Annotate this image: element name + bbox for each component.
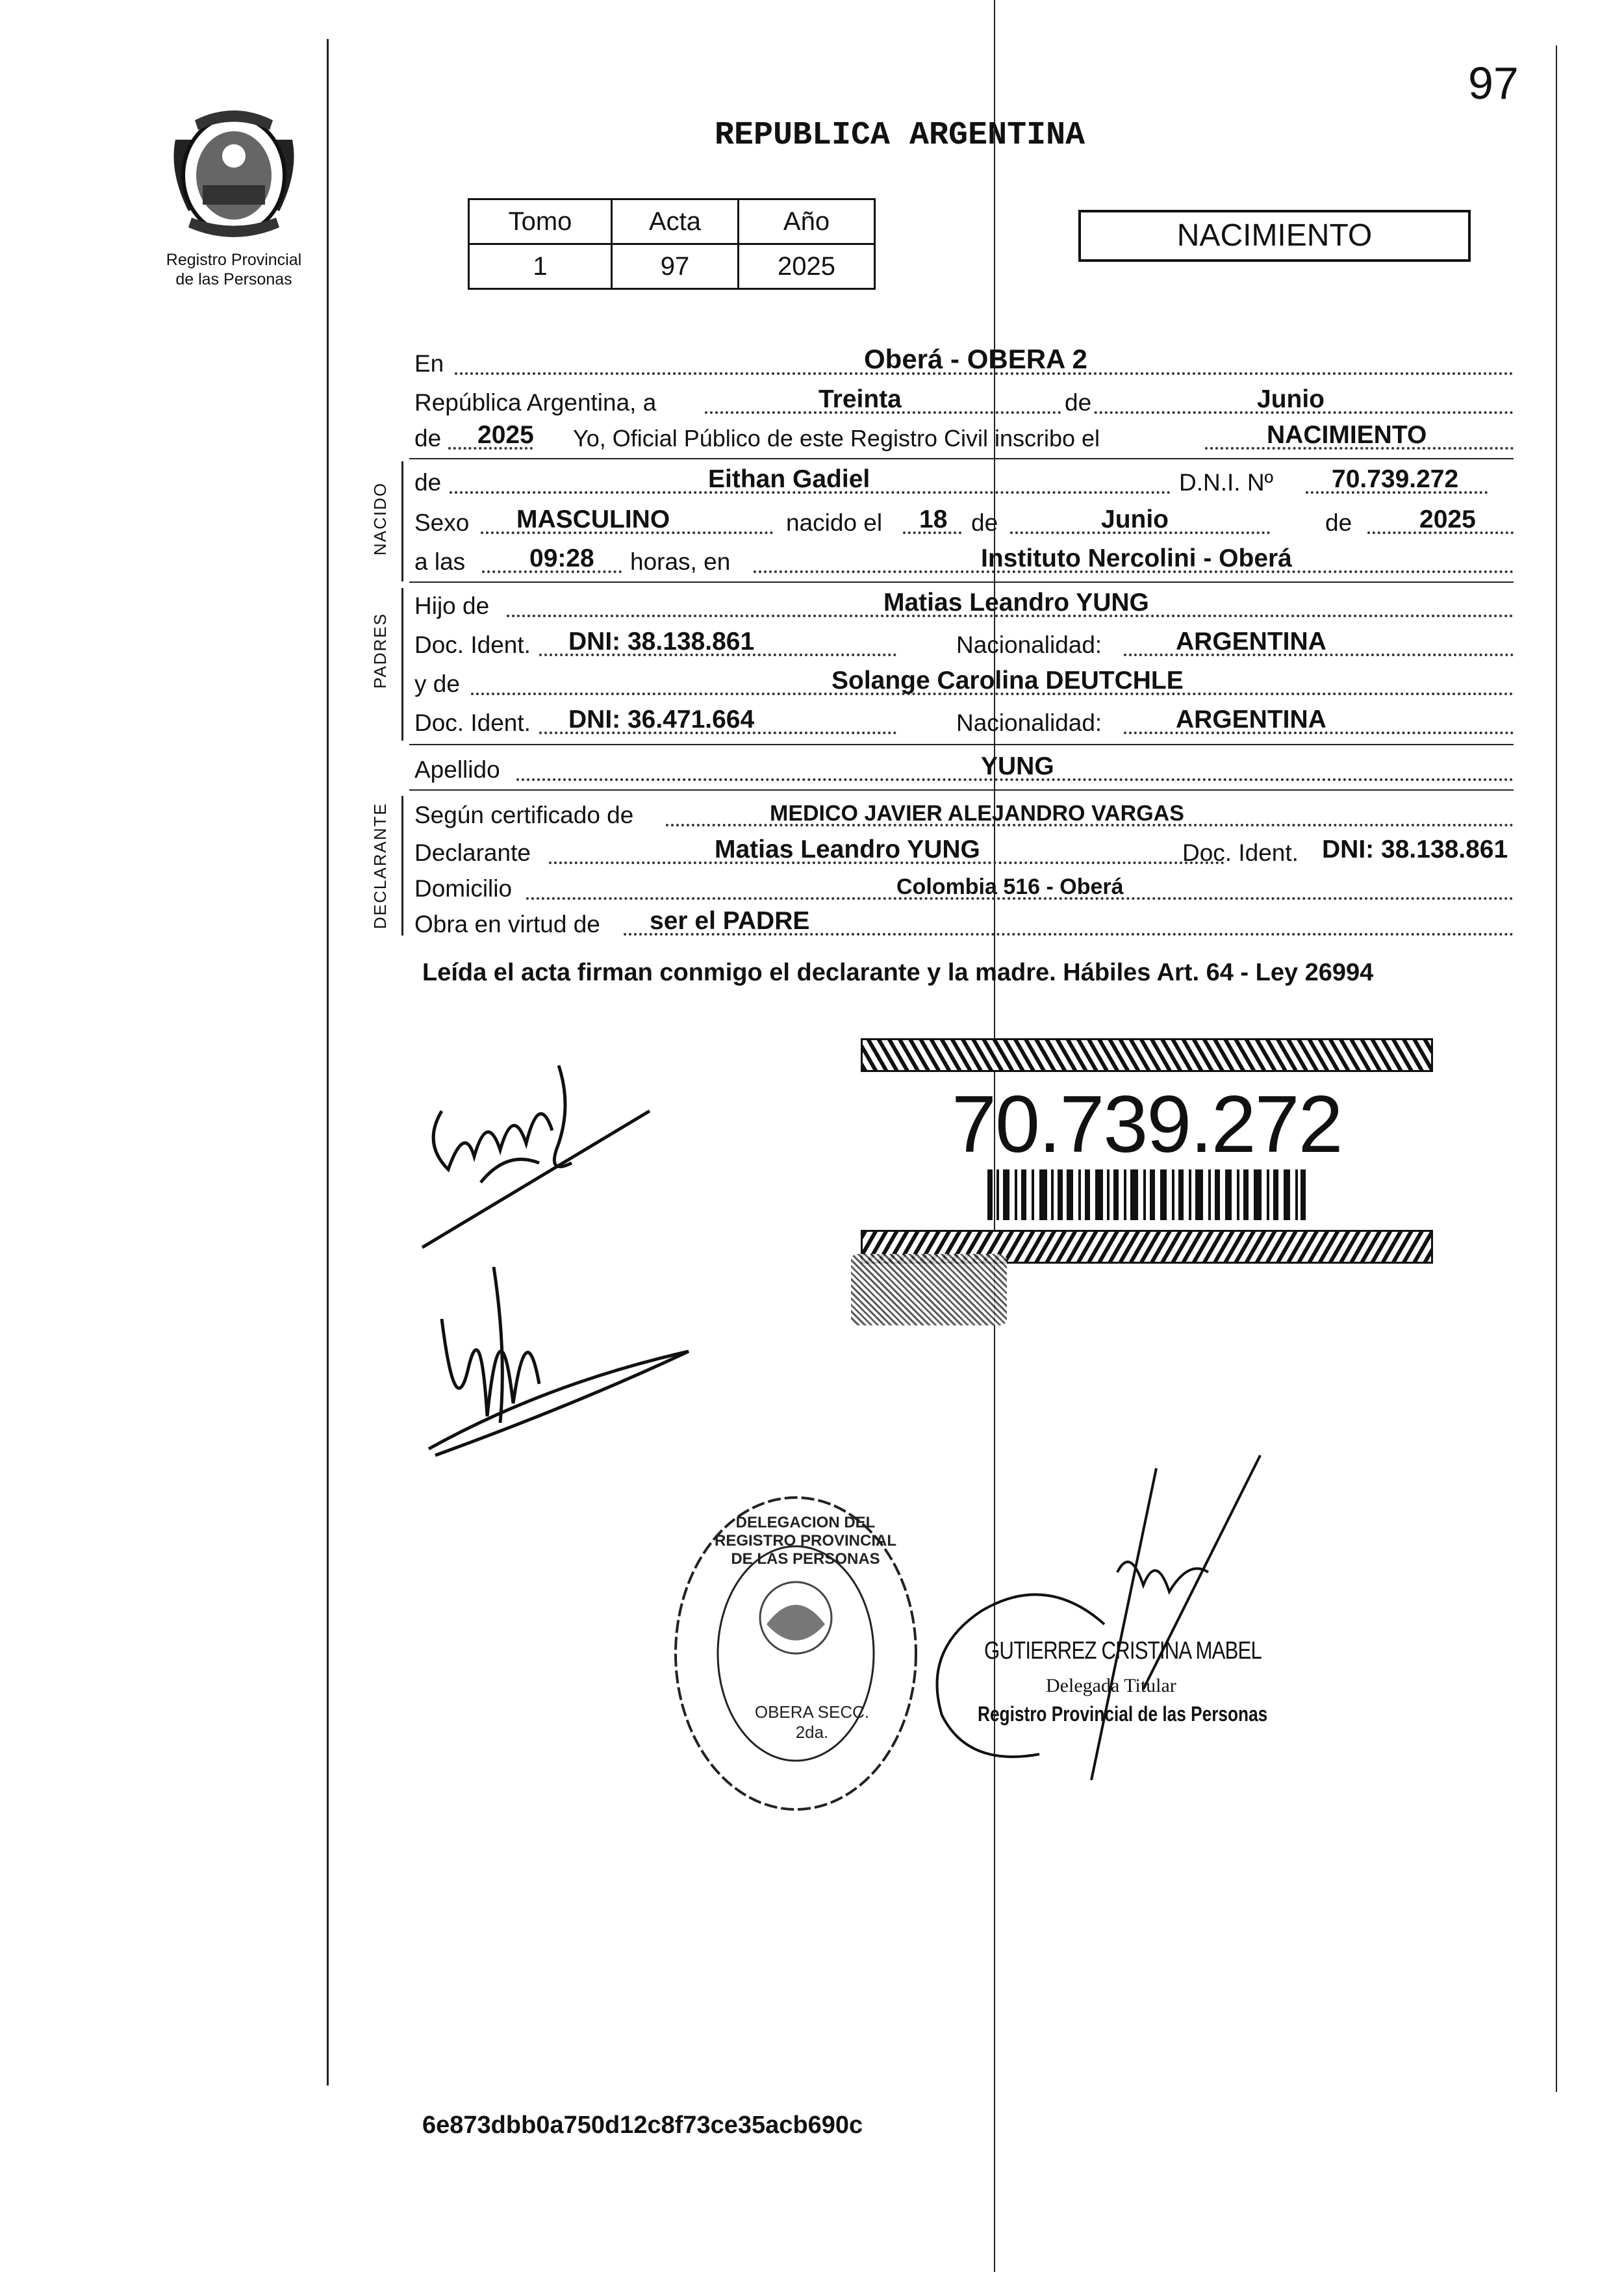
mother-doc: DNI: 36.471.664: [568, 706, 755, 734]
table-value-tomo: 1: [469, 244, 612, 289]
father-nationality: ARGENTINA: [1176, 628, 1326, 656]
row-certificado: [409, 793, 1514, 832]
country-title: REPUBLICA ARGENTINA: [715, 117, 1085, 154]
child-sex: MASCULINO: [516, 505, 670, 533]
intro-place: Oberá - OBERA 2: [864, 344, 1087, 374]
registry-caption-line-1: Registro Provincial: [166, 251, 302, 269]
document-hash: 6e873dbb0a750d12c8f73ce35acb690c: [422, 2112, 863, 2139]
father-doc: DNI: 38.138.861: [568, 628, 755, 656]
row-en: [409, 341, 1514, 380]
row-declarante: [409, 830, 1514, 869]
intro-day-word: Treinta: [818, 385, 902, 413]
padres-bracket: [401, 588, 403, 741]
official-org: Registro Provincial de las Personas: [978, 1702, 1268, 1726]
mother-nat-label: Nacionalidad:: [956, 709, 1102, 736]
y-de-label: y de: [414, 670, 460, 697]
a-las-label: a las: [414, 548, 466, 575]
record-table: [468, 198, 876, 290]
birth-month: Junio: [1101, 505, 1169, 533]
decl-name: Matias Leandro YUNG: [715, 836, 980, 863]
barcode-number: 70.739.272: [952, 1080, 1342, 1169]
intro-act-type: NACIMIENTO: [1267, 421, 1427, 449]
birth-year: 2025: [1419, 505, 1476, 533]
father-nat-label: Nacionalidad:: [956, 632, 1102, 658]
divider-2: [409, 581, 1514, 583]
official-role: Delegada Titular: [1046, 1675, 1176, 1696]
record-type-box: [1078, 210, 1471, 262]
nacido-el-label: nacido el: [786, 509, 883, 536]
row-nacido-nombre: [409, 460, 1514, 499]
divider-4: [409, 789, 1514, 791]
child-dni: 70.739.272: [1332, 465, 1459, 493]
row-nacido-hora: [409, 539, 1514, 578]
republica-label: República Argentina, a: [414, 389, 657, 416]
declarant-signature: [403, 1053, 663, 1264]
birth-place: Instituto Nercolini - Oberá: [981, 544, 1292, 572]
obra-label: Obra en virtud de: [414, 911, 600, 938]
table-header-ano: Año: [739, 199, 875, 244]
horas-label: horas, en: [630, 548, 731, 575]
hijo-label: Hijo de: [414, 593, 490, 619]
cert-label: Según certificado de: [414, 802, 634, 828]
stamp-inner-text: OBERA SECC. 2da.: [754, 1702, 870, 1742]
mother-signature: [416, 1254, 695, 1465]
row-apellido: [409, 747, 1514, 786]
nacido-de-label-2: de: [971, 509, 998, 536]
de-label-2: de: [414, 425, 444, 452]
de-label: de: [1062, 389, 1094, 416]
yo-text: Yo, Oficial Público de este Registro Civil inscribo el: [573, 425, 1100, 452]
row-hijo-de: [409, 583, 1514, 622]
barcode: [987, 1169, 1306, 1223]
closing-text: Leída el acta firman conmigo el declarante y la madre. Hábiles Art. 64 - Ley 26994: [422, 959, 1374, 986]
apellido-label: Apellido: [414, 756, 500, 783]
father-name: Matias Leandro YUNG: [883, 589, 1149, 617]
en-label: En: [414, 350, 444, 377]
province-seal: [162, 101, 305, 244]
obra-value: ser el PADRE: [650, 907, 810, 935]
row-obra: [409, 902, 1514, 941]
padres-section-label: PADRES: [370, 613, 390, 689]
table-header-tomo: Tomo: [469, 199, 612, 244]
security-strip-top: [861, 1038, 1433, 1072]
dom-value: Colombia 516 - Oberá: [896, 874, 1124, 899]
decl-doc: DNI: 38.138.861: [1322, 836, 1508, 863]
table-header-acta: Acta: [612, 199, 739, 244]
mother-name: Solange Carolina DEUTCHLE: [831, 667, 1184, 695]
table-value-ano: 2025: [739, 244, 875, 289]
row-y-de: [409, 661, 1514, 700]
nacido-de-label: de: [414, 469, 442, 496]
child-name: Eithan Gadiel: [708, 465, 870, 493]
sexo-label: Sexo: [414, 509, 470, 536]
mother-nationality: ARGENTINA: [1176, 706, 1326, 734]
registry-caption-line-2: de las Personas: [175, 270, 292, 288]
row-father-doc: [409, 622, 1514, 661]
nacido-de-label-3: de: [1325, 509, 1352, 536]
row-yo: [409, 416, 1514, 455]
row-fecha: [409, 380, 1514, 419]
page-number: 97: [1468, 58, 1519, 108]
declarante-section-label: DECLARANTE: [370, 802, 390, 929]
intro-year: 2025: [477, 421, 534, 449]
stamp-ring-text: DELEGACION DEL REGISTRO PROVINCIAL DE LAS PERSONAS: [714, 1514, 897, 1568]
cert-value: MEDICO JAVIER ALEJANDRO VARGAS: [770, 801, 1184, 826]
registry-caption: [143, 250, 325, 289]
table-value-acta: 97: [612, 244, 739, 289]
declarante-bracket: [401, 796, 403, 936]
divider-3: [409, 744, 1514, 745]
record-type: NACIMIENTO: [1176, 218, 1373, 253]
mother-doc-label: Doc. Ident.: [414, 709, 531, 736]
row-mother-doc: [409, 700, 1514, 739]
birth-day: 18: [919, 505, 948, 533]
apellido-value: YUNG: [981, 752, 1054, 780]
father-doc-label: Doc. Ident.: [414, 632, 531, 658]
dni-label: D.N.I. Nº: [1179, 469, 1274, 496]
birth-time: 09:28: [529, 544, 594, 572]
row-nacido-sexo: [409, 500, 1514, 539]
official-name: GUTIERREZ CRISTINA MABEL: [984, 1637, 1262, 1665]
decl-label: Declarante: [414, 839, 531, 866]
divider-1: [409, 458, 1514, 459]
official-signature: [883, 1442, 1351, 1783]
decl-doc-label: Doc. Ident.: [1182, 839, 1299, 866]
right-margin-line: [1556, 45, 1557, 2092]
intro-month: Junio: [1257, 385, 1325, 413]
dom-label: Domicilio: [414, 875, 513, 902]
row-domicilio: [409, 866, 1514, 905]
nacido-bracket: [401, 461, 403, 581]
left-margin-line: [327, 39, 329, 2086]
nacido-section-label: NACIDO: [370, 481, 390, 555]
hologram-mark: [851, 1254, 1007, 1325]
